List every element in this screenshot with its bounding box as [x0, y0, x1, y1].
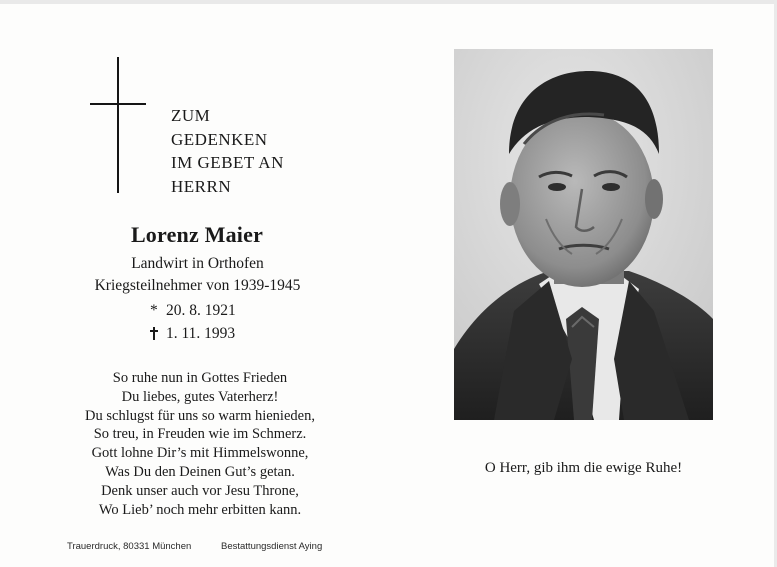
birth-date-row — [150, 302, 236, 320]
heading-line: IM GEBET AN — [171, 153, 284, 172]
portrait-photo — [454, 49, 713, 420]
heading-line: ZUM — [171, 106, 211, 125]
poem-line: Du liebes, gutes Vaterherz! — [121, 388, 279, 405]
deceased-name: Lorenz Maier — [130, 222, 264, 247]
undertaker-credit: Bestattungsdienst Aying — [221, 541, 323, 552]
heading-line: HERRN — [171, 176, 232, 196]
printer-credit: Trauerdruck, 80331 München — [67, 541, 192, 552]
memorial-poem — [40, 369, 360, 519]
memorial-heading — [171, 104, 284, 198]
cross-icon — [90, 57, 146, 193]
birth-star-icon: * — [150, 302, 158, 319]
poem-line: Denk unser auch vor Jesu Throne, — [101, 482, 299, 499]
photo-caption: O Herr, gib ihm die ewige Ruhe! — [484, 460, 683, 476]
poem-line: Was Du den Deinen Gut’s getan. — [105, 463, 295, 480]
birth-date: 20. 8. 1921 — [166, 302, 236, 319]
deceased-occupation: Landwirt in Orthofen — [131, 255, 264, 272]
poem-line: So ruhe nun in Gottes Frieden — [112, 370, 288, 386]
death-date-row — [150, 325, 235, 343]
poem-line: Wo Lieb’ noch mehr erbitten kann. — [98, 501, 302, 518]
death-date: 1. 11. 1993 — [166, 325, 236, 342]
portrait-image — [454, 49, 713, 420]
poem-line: Gott lohne Dir’s mit Himmelswonne, — [91, 445, 309, 462]
poem-line: Du schlugst für uns so warm hienieden, — [85, 407, 315, 424]
dagger-icon — [150, 327, 158, 340]
heading-line: GEDENKEN — [171, 129, 268, 149]
poem-line: So treu, in Freuden wie im Schmerz. — [93, 426, 307, 443]
paper-edge-top — [0, 0, 777, 4]
deceased-service: Kriegsteilnehmer von 1939-1945 — [94, 277, 301, 294]
